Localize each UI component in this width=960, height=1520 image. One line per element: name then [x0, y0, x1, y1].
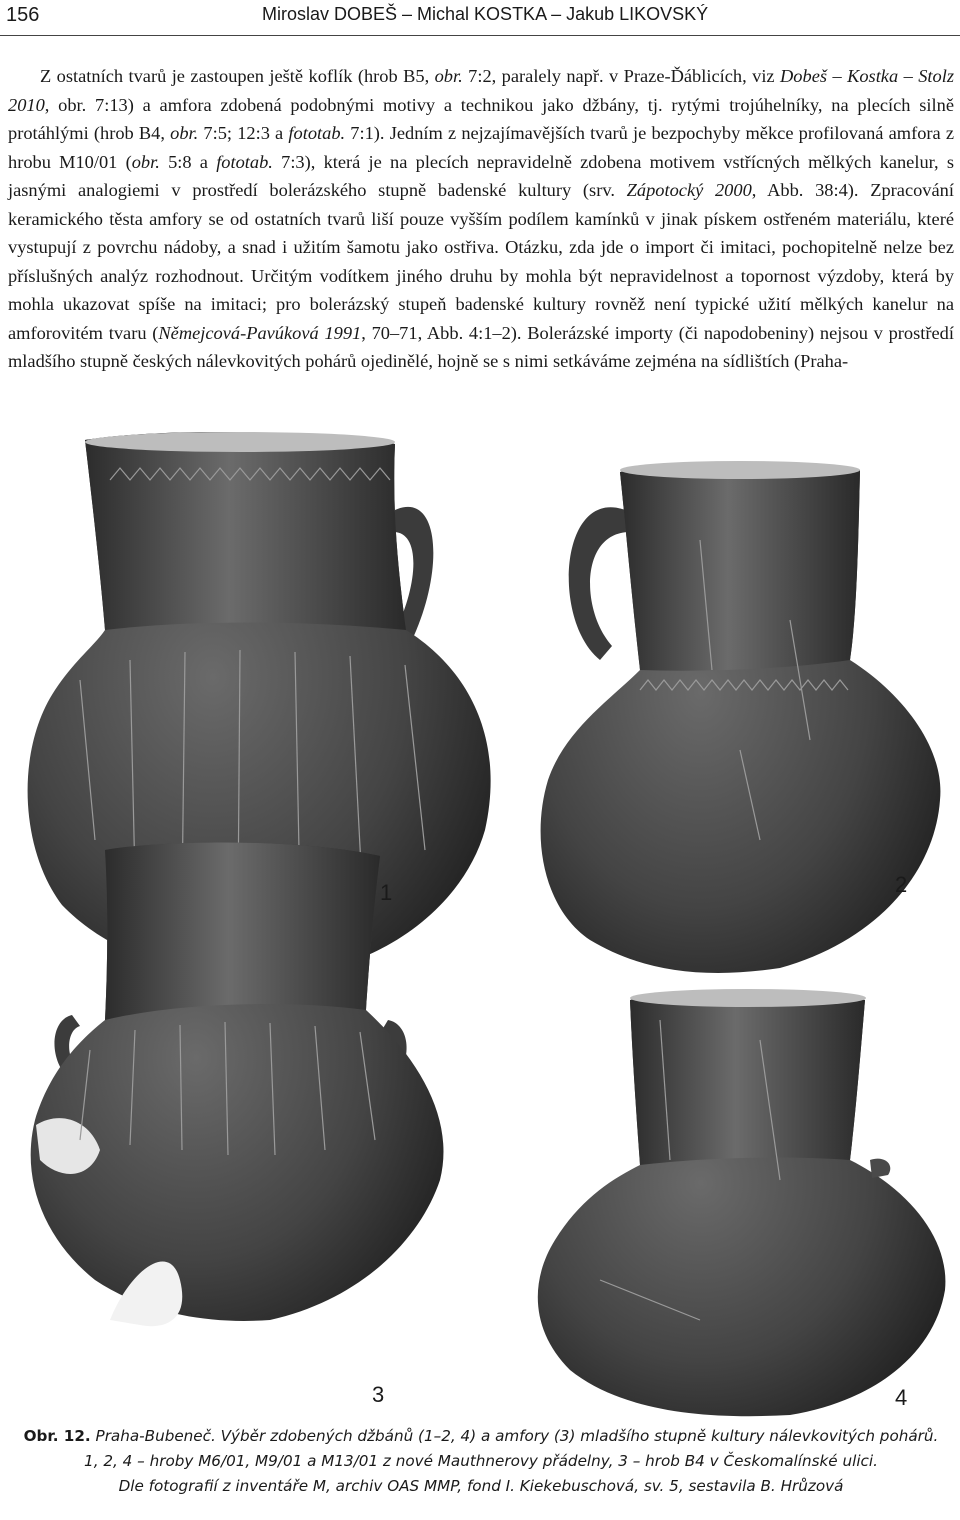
pottery-figure [0, 420, 960, 1420]
caption-line-3: Dle fotografií z inventáře M, archiv OAS MMP, fond I. Kiekebuschová, sv. 5, sestavila B. Hrůzová [118, 1477, 844, 1495]
body-paragraph: Z ostatních tvarů je zastoupen ještě koflík (hrob B5, obr. 7:2, paralely např. v Praze-Ďáblicích, viz Dobeš – Kostka – Stolz 2010, obr. 7:13) a amfora zdobená podobnými motivy a technikou jako džbány, tj. rytými trojúhelníky, na plecích silně protáhlými (hrob B4, obr. 7:5; 12:3 a fototab. 7:1). Jedním z nejzajímavějších tvarů je bezpochyby měkce profilovaná amfora z hrobu M10/01 (obr. 5:8 a fototab. 7:3), která je na plecích nepravidelně zdobena motivem vstřícných mělkých kanelur, s jasnými analogiemi v prostředí bolerázského stupně badenské kultury (srv. Zápotocký 2000, Abb. 38:4). Zpracování keramického těsta amfory se od ostatních tvarů liší pouze vyšším podílem kamínků v jinak pískem ostřeném materiálu, které vystupují z povrchu nádoby, a snad i užitím šamotu jako ostřiva. Otázku, zda jde o import či imitaci, pochopitelně nelze bez příslušných analýz rozhodnout. Určitým vodítkem jiného druhu by mohla být nepravidelnost a topornost výzdoby, která by mohla ukazovat spíše na imitaci; pro bolerázský stupeň badenské kultury rovněž není typické užití mělkých kanelur na amforovitém tvaru (Němejcová-Pavúková 1991, 70–71, Abb. 4:1–2). Bolerázské importy (či napodobeniny) nejsou v prostředí mladšího stupně českých nálevkovitých pohárů ojedinělé, hojně se s nimi setkáváme zejména na sídlištích (Praha- [8, 66, 955, 371]
vessel-2-jug [541, 461, 941, 973]
caption-label: Obr. 12. [23, 1427, 91, 1445]
running-head-authors: Miroslav DOBEŠ – Michal KOSTKA – Jakub LIKOVSKÝ [262, 4, 709, 24]
figure-label-2: 2 [895, 872, 908, 897]
caption-line-2: 1, 2, 4 – hroby M6/01, M9/01 a M13/01 z nové Mauthnerovy přádelny, 3 – hrob B4 v Českomalínské ulici. [84, 1452, 878, 1470]
header-rule [0, 35, 960, 36]
figure-label-4: 4 [895, 1385, 908, 1410]
page-number: 156 [6, 4, 40, 26]
figure-caption [6, 1424, 956, 1499]
page-header [0, 0, 960, 34]
caption-line-1: Obr. 12. Praha-Bubeneč. Výběr zdobených džbánů (1–2, 4) a amfory (3) mladšího stupně kultury nálevkovitých pohárů. [23, 1427, 939, 1445]
vessel-4-jug [538, 989, 946, 1416]
figure-label-1: 1 [380, 880, 393, 905]
figure-label-3: 3 [372, 1382, 385, 1407]
